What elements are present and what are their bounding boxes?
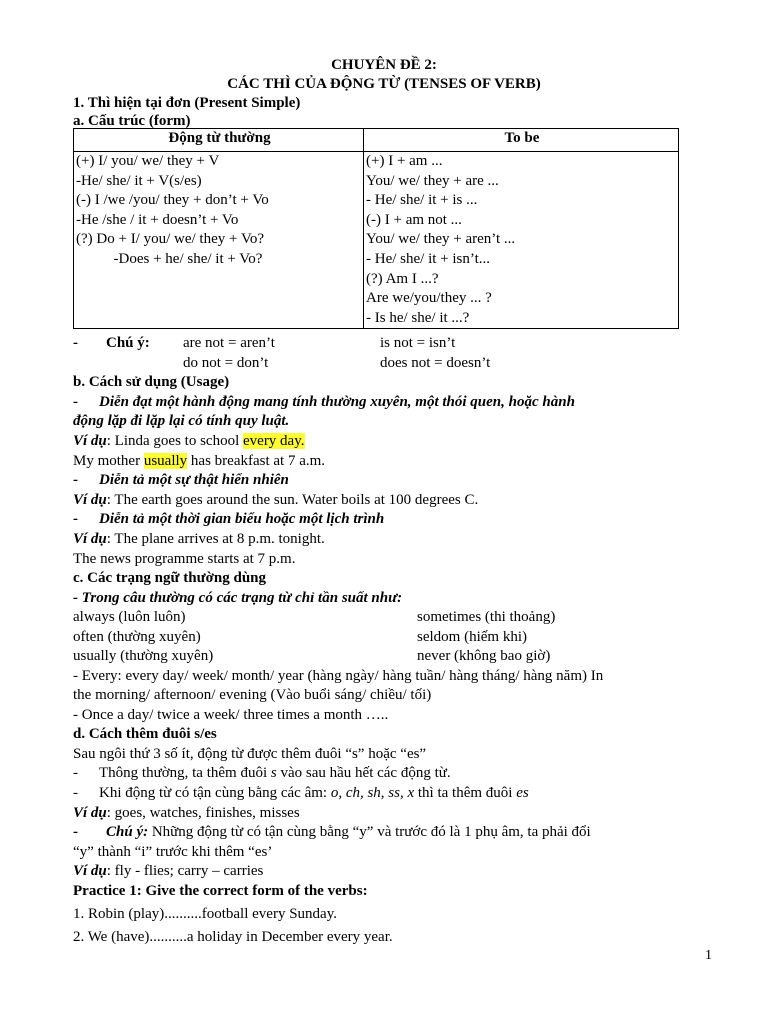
suffix-intro: Sau ngôi thứ 3 số ít, động từ được thêm đuôi “s” hoặc “es” bbox=[73, 746, 427, 762]
example-label: Ví dụ bbox=[73, 531, 107, 547]
example-text: : fly - flies; carry – carries bbox=[106, 863, 264, 879]
example-text: has breakfast at 7 a.m. bbox=[187, 453, 326, 469]
example-text: : Linda goes to school bbox=[106, 433, 243, 449]
example-label: Ví dụ bbox=[73, 863, 107, 879]
note-do-not: do not = don’t bbox=[183, 355, 269, 371]
rule-text: Khi động từ có tận cùng bằng các âm: bbox=[99, 785, 331, 801]
example-text: : The earth goes around the sun. Water boils at 100 degrees C. bbox=[106, 492, 479, 508]
highlighted-text: usually bbox=[143, 453, 188, 469]
note-text: Những động từ có tận cùng bằng “y” và trước đó là 1 phụ âm, ta phải đổi bbox=[148, 824, 591, 840]
regular-verbs-cell bbox=[74, 152, 364, 329]
once-line: - Once a day/ twice a week/ three times a month ….. bbox=[73, 707, 389, 723]
usage-3-dash: - bbox=[73, 511, 78, 527]
usage-1-line1: Diễn đạt một hành động mang tính thường xuyên, một thói quen, hoặc hành bbox=[99, 394, 575, 410]
rule-text: thì ta thêm đuôi bbox=[414, 785, 517, 801]
table-line: (+) I/ you/ we/ they + V bbox=[76, 153, 220, 169]
doc-title-line1: CHUYÊN ĐỀ 2: bbox=[331, 57, 437, 73]
usage-2-dash: - bbox=[73, 472, 78, 488]
adverb-sometimes: sometimes (thi thoảng) bbox=[417, 609, 556, 625]
to-be-cell bbox=[364, 152, 679, 329]
note-is-not: is not = isn’t bbox=[380, 335, 456, 351]
rule-text: vào sau hầu hết các động từ. bbox=[276, 765, 451, 781]
table-line: You/ we/ they + are ... bbox=[366, 172, 499, 189]
table-line: (?) Do + I/ you/ we/ they + Vo? bbox=[76, 231, 264, 248]
example-text: My mother bbox=[73, 453, 144, 469]
table-line: You/ we/ they + aren’t ... bbox=[366, 231, 516, 248]
usage-2-text: Diễn tả một sự thật hiển nhiên bbox=[99, 472, 289, 488]
table-line: (+) I + am ... bbox=[366, 153, 443, 169]
example-label: Ví dụ bbox=[73, 492, 107, 508]
suffix-note-dash: - bbox=[73, 824, 78, 840]
table-line: - He/ she/ it + isn’t... bbox=[366, 250, 491, 267]
table-line: -He/ she/ it + V(s/es) bbox=[76, 172, 202, 189]
suffix-example-2 bbox=[73, 862, 263, 881]
table-line: - He/ she/ it + is ... bbox=[366, 192, 478, 209]
example-3 bbox=[73, 491, 478, 510]
highlighted-text: every day. bbox=[243, 433, 305, 449]
every-line1: - Every: every day/ week/ month/ year (hàng ngày/ hàng tuần/ hàng tháng/ hàng năm) In bbox=[73, 668, 604, 684]
practice-heading: Practice 1: Give the correct form of the verbs: bbox=[73, 883, 368, 899]
section-d-heading: d. Cách thêm đuôi s/es bbox=[73, 726, 217, 742]
practice-question-1: 1. Robin (play)..........football every Sunday. bbox=[73, 906, 337, 922]
section-a-heading: a. Cấu trúc (form) bbox=[73, 113, 191, 129]
rule-suffix: es bbox=[516, 785, 529, 801]
every-line2: the morning/ afternoon/ evening (Vào buổi sáng/ chiều/ tối) bbox=[73, 687, 432, 703]
suffix-rule-1 bbox=[99, 764, 451, 783]
table-line: Are we/you/they ... ? bbox=[366, 290, 492, 307]
usage-1-dash: - bbox=[73, 394, 78, 410]
example-2 bbox=[73, 452, 325, 471]
table-header-to-be: To be bbox=[364, 129, 679, 152]
adverb-always: always (luôn luôn) bbox=[73, 609, 186, 625]
table-line: - Is he/ she/ it ...? bbox=[366, 309, 470, 326]
table-header-regular-verbs: Động từ thường bbox=[74, 129, 364, 152]
suffix-example-1 bbox=[73, 804, 300, 823]
table-line: (?) Am I ...? bbox=[366, 270, 439, 287]
adverb-usually: usually (thường xuyên) bbox=[73, 648, 214, 664]
note-are-not: are not = aren’t bbox=[183, 335, 275, 351]
note-label: Chú ý: bbox=[106, 335, 150, 351]
page-number: 1 bbox=[705, 948, 712, 963]
table-line: -He /she / it + doesn’t + Vo bbox=[76, 211, 239, 228]
table-line: (-) I /we /you/ they + don’t + Vo bbox=[76, 192, 269, 209]
structure-table bbox=[73, 128, 679, 329]
usage-1-line2: động lặp đi lặp lại có tính quy luật. bbox=[73, 413, 290, 429]
section-1-heading: 1. Thì hiện tại đơn (Present Simple) bbox=[73, 95, 301, 111]
rule-sounds: o, ch, sh, ss, x bbox=[330, 785, 415, 801]
suffix-rule-2 bbox=[99, 784, 529, 803]
practice-question-2: 2. We (have)..........a holiday in December every year. bbox=[73, 929, 393, 945]
rule-suffix: s bbox=[270, 765, 277, 781]
section-b-heading: b. Cách sử dụng (Usage) bbox=[73, 374, 230, 390]
example-label: Ví dụ bbox=[73, 433, 107, 449]
suffix-note-line2: “y” thành “i” trước khi thêm “es’ bbox=[73, 844, 273, 860]
example-text: : The plane arrives at 8 p.m. tonight. bbox=[106, 531, 325, 547]
example-4 bbox=[73, 530, 325, 549]
note-does-not: does not = doesn’t bbox=[380, 355, 491, 371]
note-label: Chú ý: bbox=[106, 824, 149, 840]
adverb-never: never (không bao giờ) bbox=[417, 648, 551, 664]
table-line: (-) I + am not ... bbox=[366, 211, 462, 228]
example-label: Ví dụ bbox=[73, 805, 107, 821]
rule-text: Thông thường, ta thêm đuôi bbox=[99, 765, 271, 781]
doc-title-line2: CÁC THÌ CỦA ĐỘNG TỪ (TENSES OF VERB) bbox=[227, 76, 541, 92]
suffix-rule-1-dash: - bbox=[73, 765, 78, 781]
section-c-heading: c. Các trạng ngữ thường dùng bbox=[73, 570, 267, 586]
example-5: The news programme starts at 7 p.m. bbox=[73, 551, 296, 567]
suffix-note-line1 bbox=[106, 823, 591, 842]
adverbs-intro: - Trong câu thường có các trạng từ chỉ tần suất như: bbox=[73, 590, 403, 606]
usage-3-text: Diễn tả một thời gian biểu hoặc một lịch trình bbox=[99, 511, 385, 527]
example-text: : goes, watches, finishes, misses bbox=[106, 805, 300, 821]
example-1 bbox=[73, 432, 305, 451]
adverb-seldom: seldom (hiếm khi) bbox=[417, 629, 527, 645]
note-dash: - bbox=[73, 335, 78, 351]
table-line: -Does + he/ she/ it + Vo? bbox=[76, 250, 263, 267]
adverb-often: often (thường xuyên) bbox=[73, 629, 201, 645]
suffix-rule-2-dash: - bbox=[73, 785, 78, 801]
